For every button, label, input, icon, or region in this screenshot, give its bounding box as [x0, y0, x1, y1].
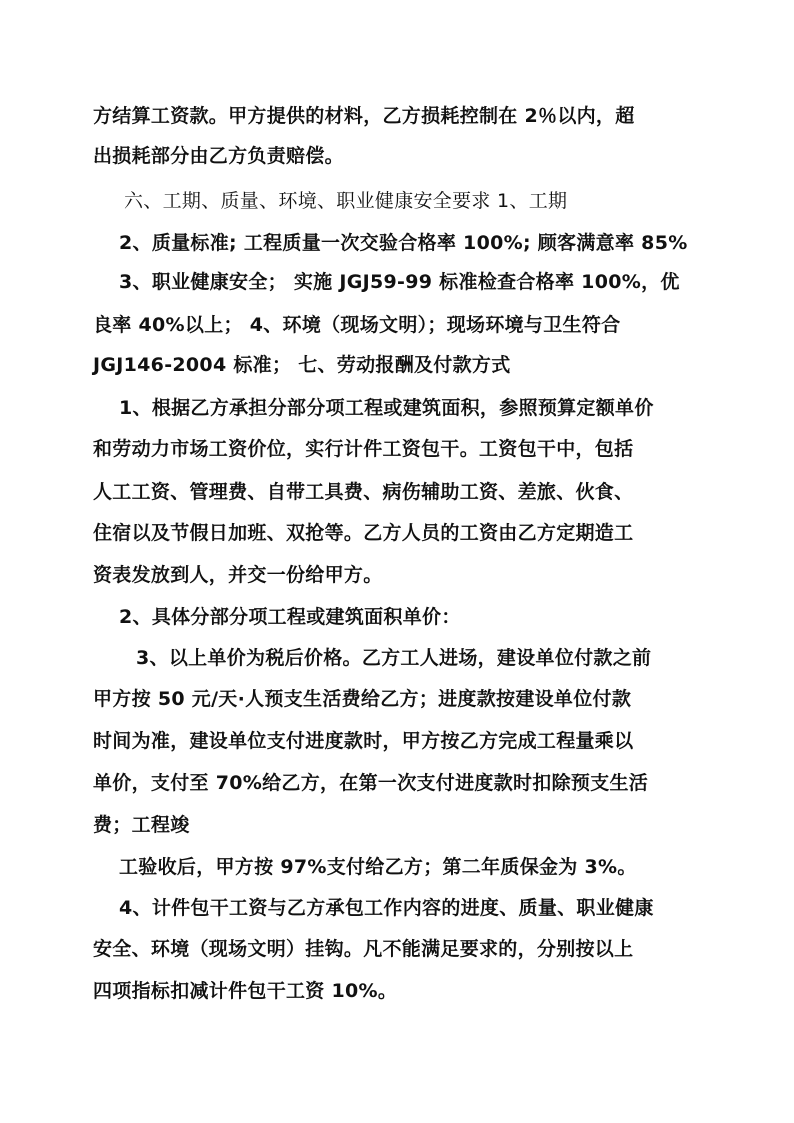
text-line: 3、职业健康安全； 实施 JGJ59-99 标准检查合格率 100%，优	[119, 271, 680, 293]
text-line: JGJ146-2004 标准； 七、劳动报酬及付款方式	[93, 354, 511, 376]
text-line: 方结算工资款。甲方提供的材料，乙方损耗控制在 2％以内，超	[93, 105, 635, 127]
text-line: 住宿以及节假日加班、双抢等。乙方人员的工资由乙方定期造工	[93, 522, 634, 544]
text-line: 出损耗部分由乙方负责赔偿。	[93, 145, 344, 167]
text-line: 人工工资、管理费、自带工具费、病伤辅助工资、差旅、伙食、	[93, 481, 634, 503]
text-line: 安全、环境（现场文明）挂钩。凡不能满足要求的，分别按以上	[93, 938, 634, 960]
text-line: 工验收后，甲方按 97%支付给乙方；第二年质保金为 3%。	[119, 856, 637, 878]
text-line: 四项指标扣减计件包干工资 10%。	[93, 980, 398, 1002]
text-line: 资表发放到人，并交一份给甲方。	[93, 564, 383, 586]
text-line: 时间为准，建设单位支付进度款时，甲方按乙方完成工程量乘以	[93, 730, 634, 752]
text-line: 2、质量标准; 工程质量一次交验合格率 100%; 顾客满意率 85%	[119, 232, 688, 254]
text-line: 甲方按 50 元/天·人预支生活费给乙方；进度款按建设单位付款	[93, 688, 632, 710]
text-line: 4、计件包干工资与乙方承包工作内容的进度、质量、职业健康	[119, 897, 654, 919]
text-line: 费；工程竣	[93, 814, 190, 836]
text-line: 1、根据乙方承担分部分项工程或建筑面积，参照预算定额单价	[119, 397, 654, 419]
text-line: 单价，支付至 70%给乙方，在第一次支付进度款时扣除预支生活	[93, 772, 649, 794]
text-line: 2、具体分部分项工程或建筑面积单价：	[119, 606, 461, 628]
section-heading: 六、工期、质量、环境、职业健康安全要求 1、工期	[124, 190, 568, 212]
text-line: 良率 40%以上； 4、环境（现场文明）；现场环境与卫生符合	[93, 314, 621, 336]
text-line: 3、以上单价为税后价格。乙方工人进场，建设单位付款之前	[136, 647, 652, 669]
text-line: 和劳动力市场工资价位，实行计件工资包干。工资包干中，包括	[93, 438, 634, 460]
